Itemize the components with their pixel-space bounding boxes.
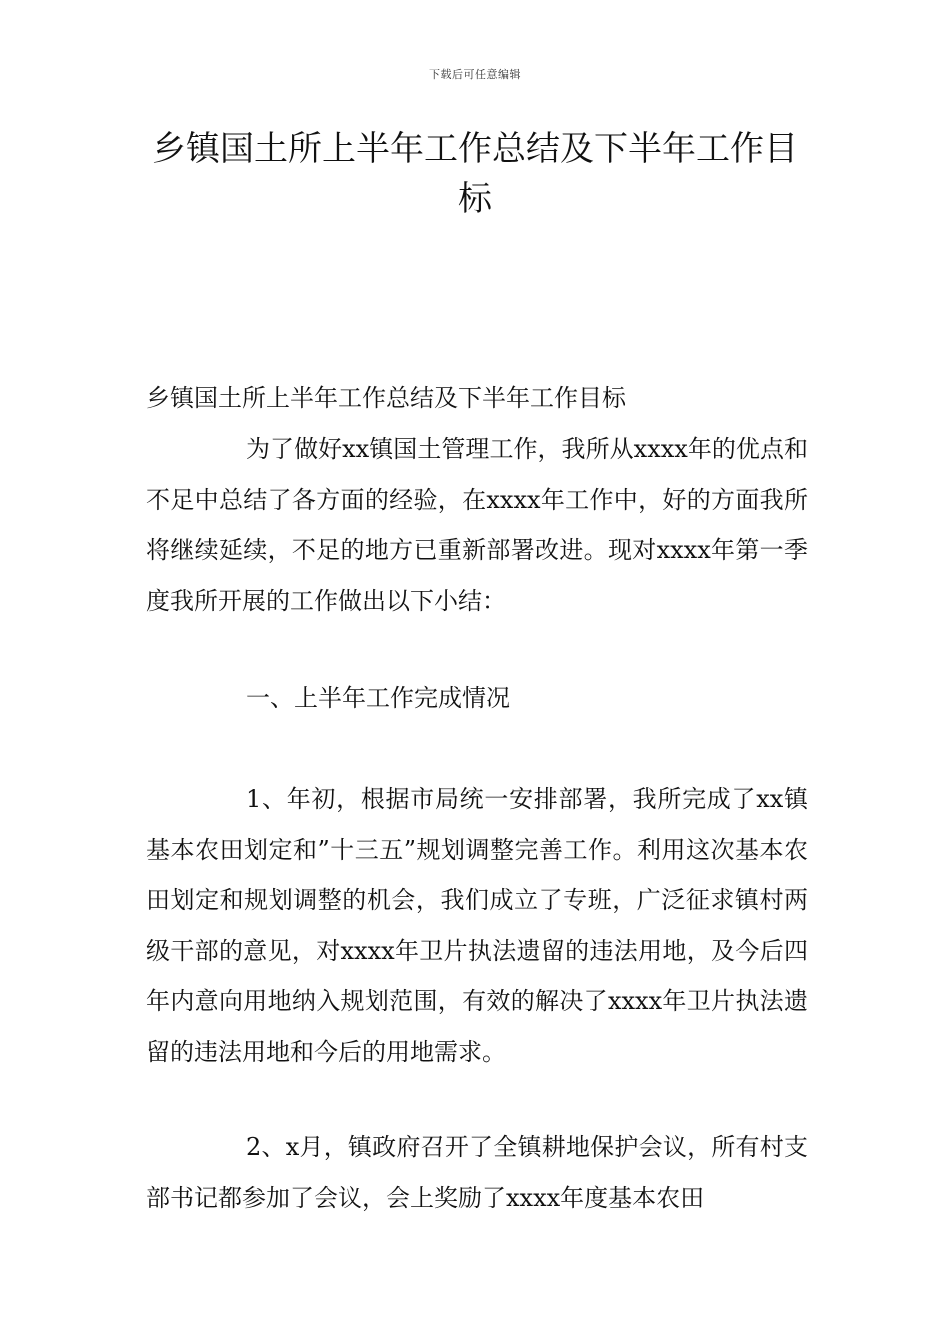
list-item-1: 1、年初，根据市局统一安排部署，我所完成了xx镇基本农田划定和”十三五”规划调整完善工作。利用这次基本农田划定和规划调整的机会，我们成立了专班，广泛征求镇村两级干部的意见，对xxxx年卫片执法遗留的违法用地，及今后四年内意向用地纳入规划范围，有效的解决了xxxx年卫片执法遗留的违法用地和今后的用地需求。 bbox=[146, 785, 808, 1066]
intro-paragraph: 为了做好xx镇国土管理工作，我所从xxxx年的优点和不足中总结了各方面的经验，在xxxx年工作中，好的方面我所将继续延续，不足的地方已重新部署改进。现对xxxx年第一季度我所开展的工作做出以下小结： bbox=[146, 435, 808, 615]
header-note: 下载后可任意编辑 bbox=[429, 68, 521, 81]
list-item-2: 2、x月，镇政府召开了全镇耕地保护会议，所有村支部书记都参加了会议，会上奖励了xxxx年度基本农田 bbox=[146, 1133, 808, 1212]
document-title: 乡镇国土所上半年工作总结及下半年工作目标 bbox=[152, 129, 798, 219]
section-heading: 一、上半年工作完成情况 bbox=[246, 684, 510, 712]
document-subtitle: 乡镇国土所上半年工作总结及下半年工作目标 bbox=[146, 384, 626, 412]
